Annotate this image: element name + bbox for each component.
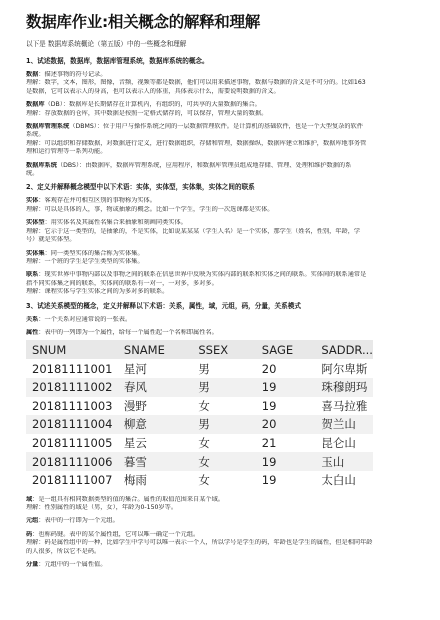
term-text: ：表中的一列即为一个属性，给每一个属性起一个名称即属性名。: [38, 328, 218, 336]
text-line: [26, 496, 420, 504]
table-cell: 春风: [118, 378, 192, 397]
table-row: [26, 378, 373, 397]
term-text: 统。: [26, 170, 39, 178]
table-cell: 珠穆朗玛: [315, 378, 373, 397]
table-header-cell: SADDR...: [315, 340, 373, 359]
section-attribute: [26, 329, 420, 337]
table-cell: 玉山: [315, 452, 373, 471]
table-cell: 梅雨: [123, 473, 147, 488]
text-line: [26, 88, 420, 96]
term-text: ：客观存在并可相互区别的事物称为实体。: [38, 197, 156, 205]
table-header-row: [26, 340, 373, 359]
table-row: [26, 452, 373, 471]
term-label: 关系: [26, 315, 39, 323]
term-text: ：同一类型实体的集合称为实体集。: [44, 249, 144, 257]
term-text: 理解：可以是具体的人，事，物或抽象的概念。比如一个学生，学生的一次选课都是实体。: [26, 205, 274, 213]
term-label: 数据库管理系统: [26, 123, 70, 131]
question-1: 1、试述数据，数据库，数据库管理系统，数据库系统的概念。: [26, 57, 209, 65]
term-label: 属性: [26, 328, 39, 336]
table-cell: 20181111005: [32, 436, 113, 451]
text-line: [26, 258, 420, 266]
table-cell: 20: [256, 415, 316, 434]
table-cell: 19: [256, 452, 316, 471]
table-body: [26, 359, 373, 489]
term-label: 实体型: [26, 219, 45, 227]
section-tuple: [26, 517, 420, 525]
student-table: [26, 340, 373, 489]
table-cell: 太白山: [321, 473, 356, 488]
text-line: [26, 162, 420, 170]
text-line: [26, 71, 420, 79]
intro-text: 以下是 数据库系统概论（第五版）中的一些概念和理解: [26, 40, 187, 48]
text-line: [26, 110, 420, 118]
term-text: 理解：可以组织和存储数据，对数据进行定义，进行数据组织，存储和管理，数据操纵，数据库建立和维护，数据库地事务管: [26, 139, 367, 147]
text-line: [26, 131, 420, 139]
table-cell: 女: [198, 473, 210, 488]
table-cell: 19: [261, 398, 277, 413]
table-cell: 昆仑山: [321, 436, 356, 451]
table-cell: 20181111003: [32, 398, 113, 413]
term-label: 元组: [26, 517, 39, 525]
section-database: [26, 101, 420, 118]
table-row: [26, 397, 373, 416]
question-3: 3、试述关系模型的概念，定义并解释以下术语：关系，属性，域，元组，码，分量，关系模式: [26, 301, 301, 310]
term-text: 理解：数字，文本，图形，图像，音频，视频等都是数据，他们可以用来描述事物，数据与数据的含义是不可分的。比如163: [26, 79, 366, 87]
text-line: [26, 140, 420, 148]
text-line: [26, 316, 420, 324]
table-cell: 21: [261, 436, 277, 451]
term-text: ：也称码键。表中的某个属性组，它可以唯一确定一个元组。: [32, 530, 200, 538]
text-line: [26, 280, 420, 288]
table-row: [26, 471, 373, 490]
table-cell: 星河: [123, 361, 147, 376]
term-label: 联系: [26, 271, 39, 279]
table-cell: 女: [192, 452, 255, 471]
section-dbms: [26, 123, 420, 157]
term-label: 域: [26, 495, 33, 503]
table-cell: 漫野: [123, 398, 147, 413]
text-line: [26, 170, 420, 178]
text-line: [26, 548, 420, 556]
table-cell: 男: [198, 361, 210, 376]
text-line: [26, 561, 420, 569]
term-text: 理解：性别属性的域是（男，女），年龄为0-150岁等。: [26, 503, 178, 511]
text-line: [26, 250, 420, 258]
table-header-cell: SAGE: [256, 340, 316, 359]
term-text: ：元组中的一个属性值。: [38, 560, 107, 568]
term-text: ：现实世界中事物内部以及事物之间的联系在信息世界中反映为实体内部的联系和实体之间的联系。实体间的联系通常是: [38, 271, 367, 279]
section-entity: [26, 197, 420, 214]
term-label: 码: [26, 530, 33, 538]
term-text: （DBS）：由数据库，数据库管理系统，应用程序，和数据库管理员组成地存储、管理、处理和维护数据的系: [56, 161, 352, 169]
text-line: [26, 219, 420, 227]
section-data: [26, 71, 420, 96]
term-text: 是数据，它可以表示人的身高，也可以表示人的体重，具体表示什么，需要说明数据的含义。: [26, 87, 280, 95]
text-line: [26, 517, 420, 525]
table-cell: 贺兰山: [315, 415, 373, 434]
table-cell: 19: [261, 473, 277, 488]
term-text: 理解：它示于这一类型的，是抽象的，不是实体，比如说某某某（学生人名）是一个实体，那学生（姓名，性别，年龄，学: [26, 227, 361, 235]
text-line: [26, 236, 420, 244]
table-cell: 喜马拉雅: [321, 398, 368, 413]
table-cell: 20181111007: [32, 473, 113, 488]
section-dbs: [26, 162, 420, 179]
table-cell: 20181111004: [26, 415, 118, 434]
term-label: 数据: [26, 71, 39, 78]
document-title: 数据库作业:相关概念的解释和理解: [26, 13, 260, 31]
text-line: [26, 123, 420, 131]
section-entity-type: [26, 219, 420, 244]
table-cell: 暮雪: [118, 452, 192, 471]
term-text: 理解：码是属性组中的一种，比如学生中学号可以唯一表示一个人，所以学号是学生的码，年龄也是学生的属性，但是相同年龄: [26, 539, 373, 547]
text-line: [26, 504, 420, 512]
term-label: 实体: [26, 197, 39, 205]
table-cell: 男: [192, 378, 255, 397]
section-component: [26, 561, 420, 569]
term-text: 号）就是实体型。: [26, 236, 76, 244]
section-relationship: [26, 271, 420, 296]
text-line: [26, 148, 420, 156]
table-cell: 阿尔卑斯: [321, 361, 368, 376]
text-line: [26, 197, 420, 205]
table-header-cell: SNUM: [26, 340, 118, 359]
section-relation: [26, 316, 420, 324]
text-line: [26, 101, 420, 109]
term-text: （DBMS）：位于用户与操作系统之间的一层数据管理软件。是计算机的基础软件，也是一个大型复杂的软件: [69, 123, 363, 131]
text-line: [26, 271, 420, 279]
table-cell: 女: [198, 436, 210, 451]
table-header-cell: SNAME: [118, 340, 192, 359]
question-2: 2、定义并解释概念模型中以下术语：实体，实体型，实体集，实体之间的联系: [26, 183, 255, 192]
term-text: ：表中的一行即为一个元组。: [38, 517, 119, 525]
term-label: 分量: [26, 560, 39, 568]
section-key: [26, 531, 420, 556]
term-text: ：用实体名及其属性名集合来抽象和刻画同类实体。: [44, 219, 187, 227]
table-cell: 男: [192, 415, 255, 434]
text-line: [26, 539, 420, 547]
term-text: 指不同实体集之间的联系，实体间的联系有一对一，一对多，多对多。: [26, 279, 218, 287]
term-text: ：一个关系对应通常说的一张表。: [38, 315, 132, 323]
table-cell: 19: [256, 378, 316, 397]
table-cell: 柳意: [118, 415, 192, 434]
term-label: 实体集: [26, 249, 45, 257]
table-header-cell: SSEX: [192, 340, 255, 359]
table-cell: 20181111002: [26, 378, 118, 397]
table-cell: 星云: [123, 436, 147, 451]
table-row: [26, 359, 373, 378]
text-line: [26, 531, 420, 539]
table-cell: 女: [198, 398, 210, 413]
term-text: 系统。: [26, 131, 45, 139]
table-cell: 20181111006: [26, 452, 118, 471]
table-row: [26, 415, 373, 434]
term-text: ：描述事物的符号记录。: [38, 71, 107, 78]
text-line: [26, 228, 420, 236]
term-label: 数据库: [26, 101, 45, 109]
term-text: 理解：一个班的学生是学生类型的实体集。: [26, 257, 144, 265]
section-entity-set: [26, 250, 420, 267]
term-text: （DB）：数据库是长期储存在计算机内，有组织的，可共享的大量数据的集合。: [44, 101, 261, 109]
text-line: [26, 79, 420, 87]
term-text: 理解：课程实体与学生实体之间的为多对多的联系。: [26, 288, 169, 296]
text-line: [26, 288, 420, 296]
term-label: 数据库系统: [26, 161, 57, 169]
term-text: 理解：存放数据的仓库，其中数据是按照一定格式储存的，可以保存，管理大量的数据。: [26, 109, 268, 117]
text-line: [26, 329, 420, 337]
table-row: [26, 434, 373, 453]
table-cell: 20181111001: [32, 361, 113, 376]
term-text: ：是一组具有相同数据类型的值的集合。属性的取值范围来自某个域。: [32, 495, 224, 503]
term-text: 的人很多，所以它不是码。: [26, 547, 101, 555]
term-text: 理和运行管理等一系列功能。: [26, 148, 107, 156]
table-cell: 20: [261, 361, 277, 376]
text-line: [26, 206, 420, 214]
section-domain: [26, 496, 420, 513]
